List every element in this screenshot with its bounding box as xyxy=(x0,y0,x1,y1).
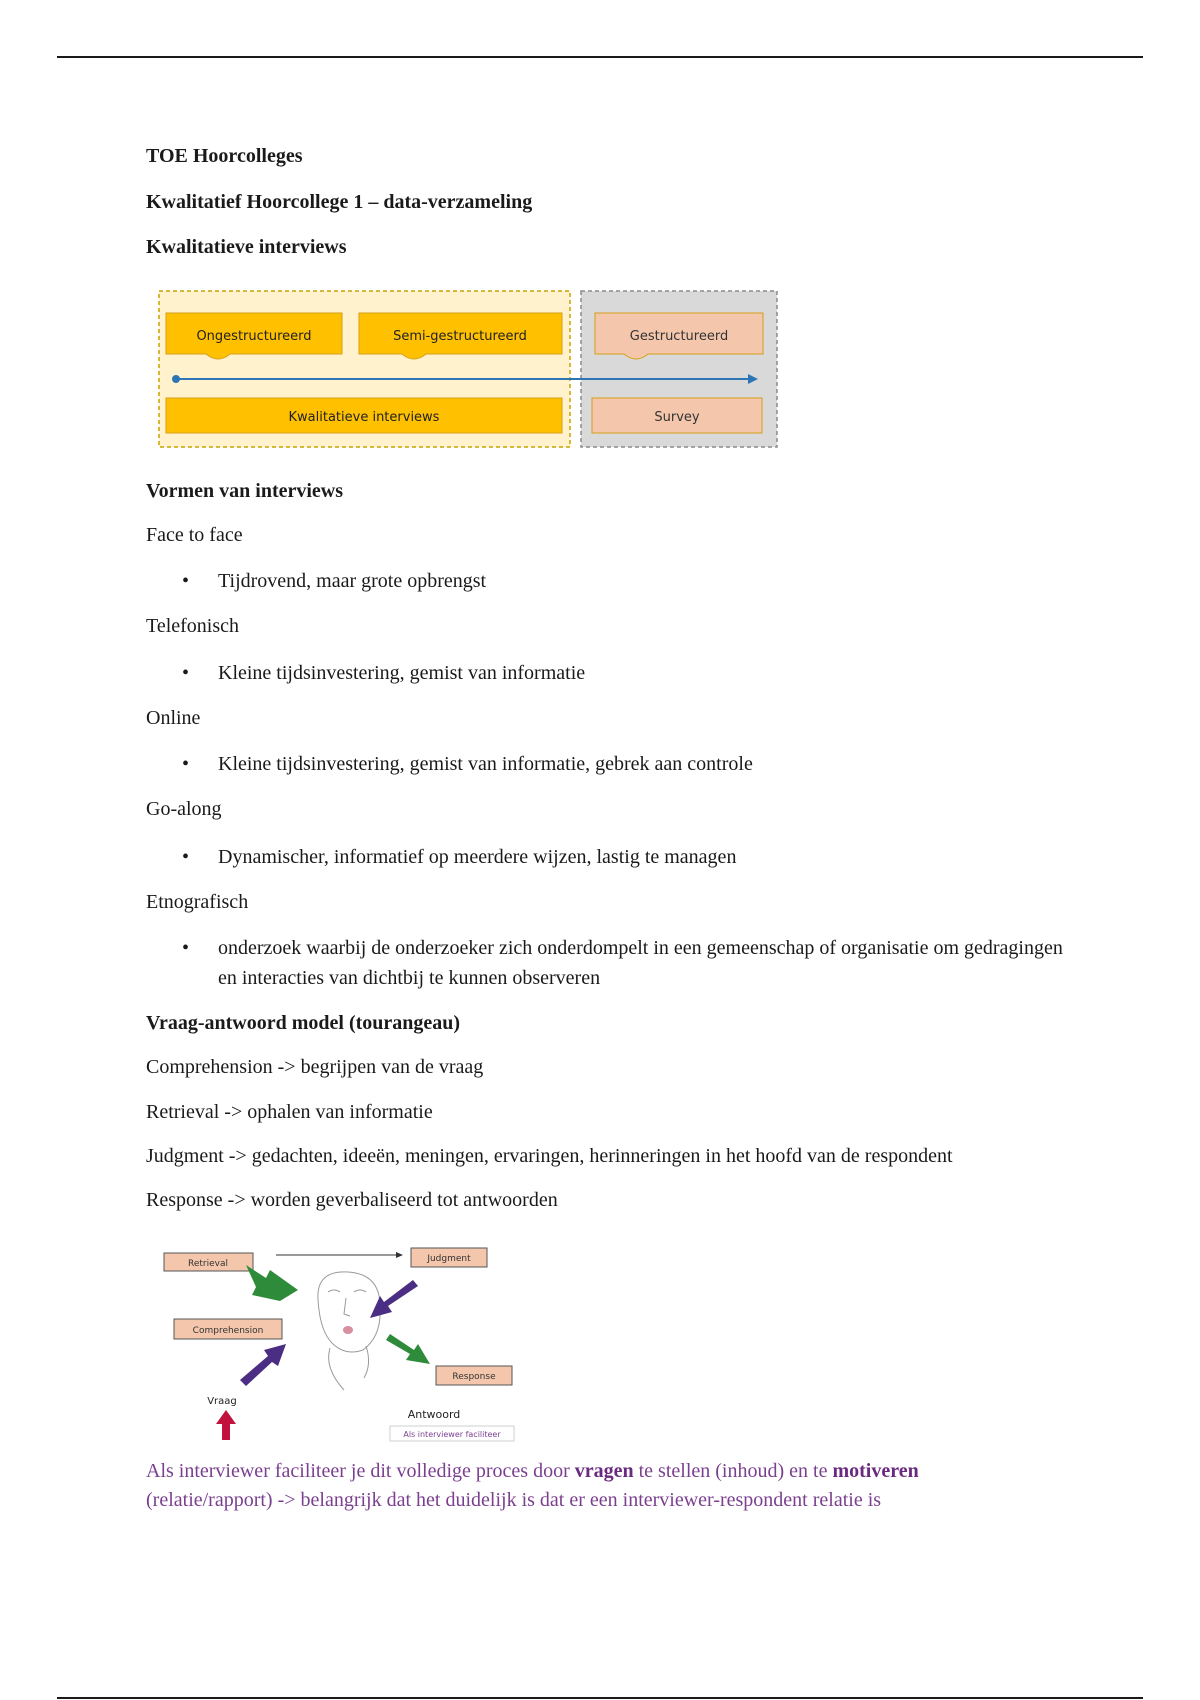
section-heading-interviews: Kwalitatieve interviews xyxy=(146,236,347,258)
unstructured-label: Ongestructureerd xyxy=(196,329,312,344)
structured-label: Gestructureerd xyxy=(629,329,729,344)
semi-structured-label: Semi-gestructureerd xyxy=(393,329,527,344)
qualitative-interviews-label: Kwalitatieve interviews xyxy=(288,410,440,425)
bottom-rule xyxy=(57,1697,1143,1699)
bullet-dot: • xyxy=(182,662,190,684)
green-arrow-to-response xyxy=(386,1334,430,1364)
top-connector-arrowhead xyxy=(396,1252,403,1258)
form-bullet-telephone: Kleine tijdsinvestering, gemist van informatie xyxy=(218,662,586,684)
interview-structure-diagram xyxy=(158,288,788,450)
mouth-sketch xyxy=(343,1326,353,1334)
form-bullet-online: Kleine tijdsinvestering, gemist van informatie, gebrek aan controle xyxy=(218,753,753,775)
lecture-subtitle: Kwalitatief Hoorcollege 1 – data-verzameling xyxy=(146,191,533,213)
purple-arrow-from-comprehension xyxy=(240,1344,286,1386)
closing-text-1: Als interviewer faciliteer je dit volledige proces door xyxy=(146,1460,575,1482)
form-name-ethnographic: Etnografisch xyxy=(146,891,249,913)
closing-paragraph xyxy=(146,1457,1046,1515)
form-name-face-to-face: Face to face xyxy=(146,524,243,546)
retrieval-label: Retrieval xyxy=(188,1259,228,1269)
form-bullet-go-along: Dynamischer, informatief op meerdere wijzen, lastig te managen xyxy=(218,846,737,868)
vraag-label: Vraag xyxy=(207,1396,237,1407)
model-line-retrieval: Retrieval -> ophalen van informatie xyxy=(146,1101,433,1123)
survey-label: Survey xyxy=(654,410,700,425)
form-bullet-face-to-face: Tijdrovend, maar grote opbrengst xyxy=(218,570,487,592)
green-arrow-to-retrieval xyxy=(246,1265,298,1301)
section-heading-model: Vraag-antwoord model (tourangeau) xyxy=(146,1012,461,1034)
continuum-start-dot xyxy=(172,375,180,383)
red-question-arrow xyxy=(216,1410,236,1440)
document-title: TOE Hoorcolleges xyxy=(146,145,303,167)
form-name-telephone: Telefonisch xyxy=(146,615,240,637)
bullet-dot: • xyxy=(182,753,190,775)
model-line-comprehension: Comprehension -> begrijpen van de vraag xyxy=(146,1056,484,1078)
closing-text-3: (relatie/rapport) -> belangrijk dat het duidelijk is dat er een interviewer-respondent relatie is xyxy=(146,1489,882,1511)
purple-arrow-from-judgment xyxy=(370,1280,418,1318)
comprehension-label: Comprehension xyxy=(192,1326,264,1336)
bullet-dot: • xyxy=(182,937,190,959)
closing-text-2: te stellen (inhoud) en te xyxy=(633,1460,833,1482)
top-rule xyxy=(57,56,1143,58)
form-name-online: Online xyxy=(146,707,201,729)
form-bullet-ethnographic: onderzoek waarbij de onderzoeker zich onderdompelt in een gemeenschap of organisatie om gedragingen en interacties van dichtbij te kunnen observeren xyxy=(218,937,1063,989)
section-heading-forms: Vormen van interviews xyxy=(146,480,344,502)
closing-bold-motiveren: motiveren xyxy=(832,1460,919,1482)
bullet-dot: • xyxy=(182,570,190,592)
closing-bold-vragen: vragen xyxy=(574,1460,634,1482)
bullet-dot: • xyxy=(182,846,190,868)
form-name-go-along: Go-along xyxy=(146,798,222,820)
judgment-label: Judgment xyxy=(427,1254,471,1264)
antwoord-label: Antwoord xyxy=(407,1408,461,1421)
model-line-judgment: Judgment -> gedachten, ideeën, meningen, ervaringen, herinneringen in het hoofd van de respondent xyxy=(146,1145,953,1167)
response-label: Response xyxy=(452,1372,496,1382)
facilitator-caption: Als interviewer faciliteer xyxy=(403,1430,501,1439)
question-answer-model-diagram xyxy=(158,1240,538,1445)
model-line-response: Response -> worden geverbaliseerd tot antwoorden xyxy=(146,1189,558,1211)
